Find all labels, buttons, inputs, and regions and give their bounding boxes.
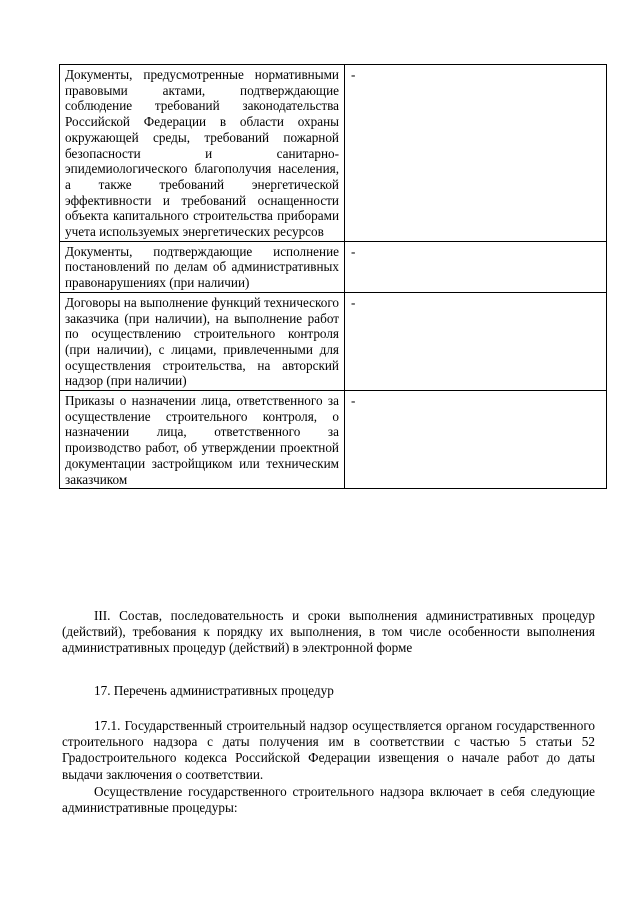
document-cell: Приказы о назначении лица, ответственного за осуществление строительного контроля, о назначении лица, ответственного за производство работ, об утверждении проектной документации застройщиком или техническим заказчиком bbox=[60, 391, 345, 489]
oversight-paragraph: Осуществление государственного строительного надзора включает в себя следующие административные процедуры: bbox=[62, 784, 595, 816]
value-cell: - bbox=[345, 241, 607, 292]
document-cell: Документы, подтверждающие исполнение постановлений по делам об административных правонарушениях (при наличии) bbox=[60, 241, 345, 292]
table-row bbox=[60, 391, 607, 489]
value-cell: - bbox=[345, 65, 607, 242]
value-cell: - bbox=[345, 292, 607, 390]
procedures-list-heading: 17. Перечень административных процедур bbox=[94, 683, 334, 698]
document-cell: Документы, предусмотренные нормативными правовыми актами, подтверждающие соблюдение требований законодательства Российской Федерации в области охраны окружающей среды, требований пожарной безопасности и санитарно-эпидемиологического благополучия населения, а также требований энергетической эффективности и требований оснащенности объекта капитального строительства приборами учета используемых энергетических ресурсов bbox=[60, 65, 345, 242]
paragraph-17-1: 17.1. Государственный строительный надзор осуществляется органом государственного строительного надзора с даты получения им в соответствии с частью 5 статьи 52 Градостроительного кодекса Российской Федерации извещения о начале работ до даты выдачи заключения о соответствии. bbox=[62, 718, 595, 782]
table-row bbox=[60, 241, 607, 292]
section-heading: III. Состав, последовательность и сроки выполнения административных процедур (действий), требования к порядку их выполнения, в том числе особенности выполнения административных процедур (действий) в электронной форме bbox=[62, 608, 595, 656]
documents-table bbox=[59, 64, 607, 489]
table-row bbox=[60, 292, 607, 390]
table-row bbox=[60, 65, 607, 242]
document-cell: Договоры на выполнение функций технического заказчика (при наличии), на выполнение работ по осуществлению строительного контроля (при наличии), с лицами, привлеченными для осуществления строительства, на авторский надзор (при наличии) bbox=[60, 292, 345, 390]
value-cell: - bbox=[345, 391, 607, 489]
